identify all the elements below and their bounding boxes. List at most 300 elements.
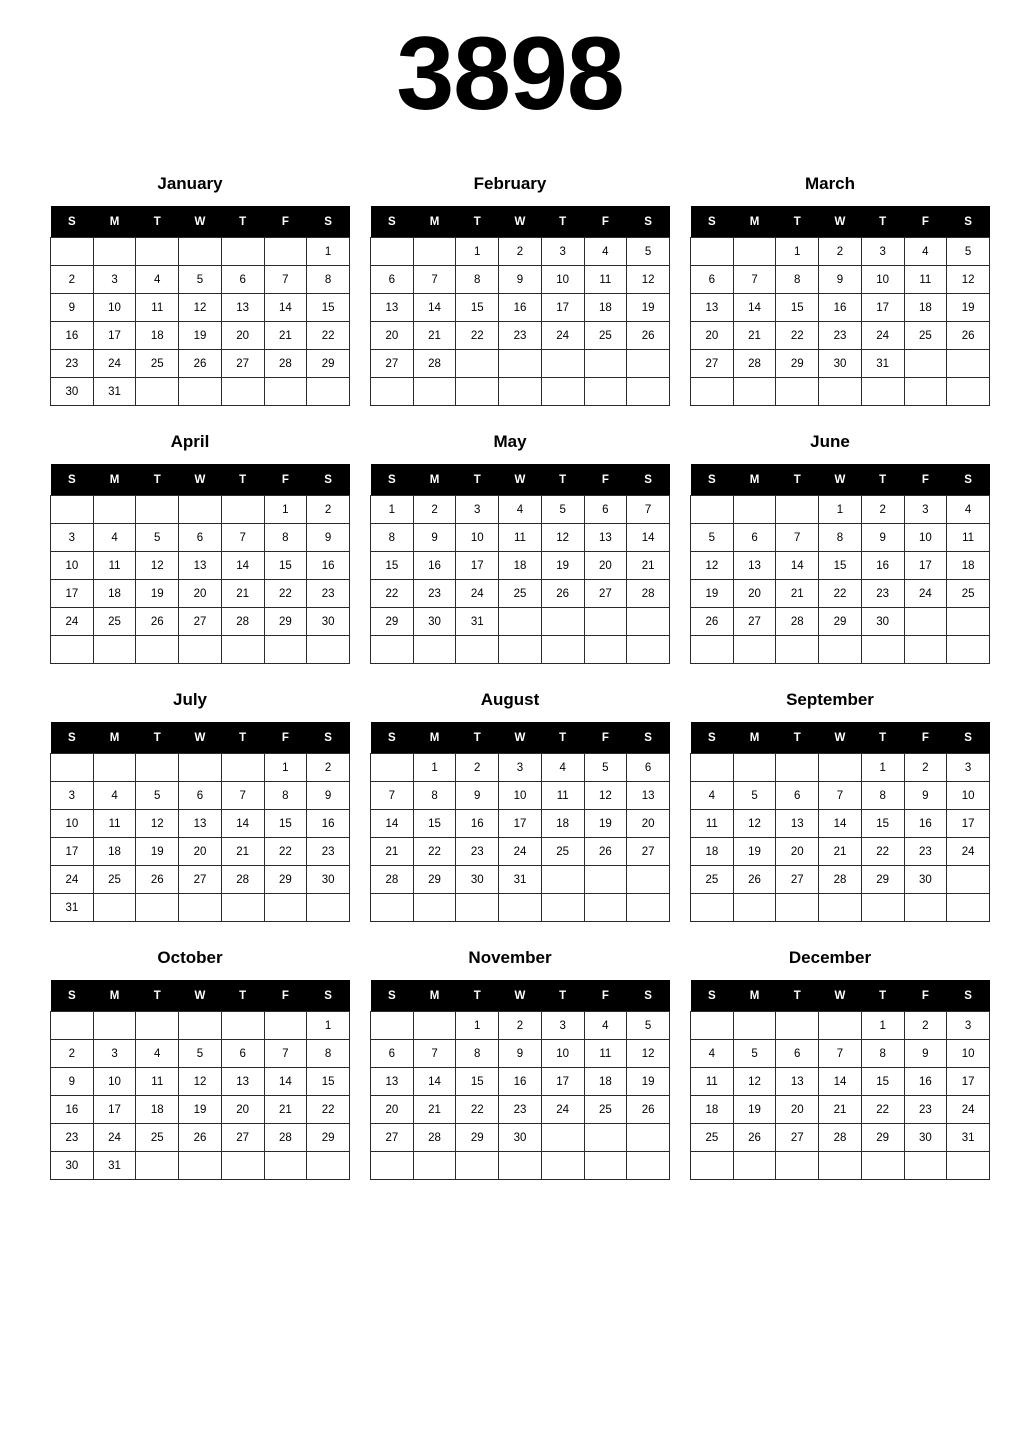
- day-cell[interactable]: 15: [456, 1068, 499, 1096]
- day-cell[interactable]: 19: [691, 580, 734, 608]
- day-cell[interactable]: 18: [541, 810, 584, 838]
- day-cell[interactable]: 28: [221, 608, 264, 636]
- day-cell[interactable]: 25: [499, 580, 542, 608]
- day-cell[interactable]: 18: [904, 294, 947, 322]
- day-cell[interactable]: 29: [861, 1124, 904, 1152]
- day-cell[interactable]: 10: [456, 524, 499, 552]
- day-cell[interactable]: 22: [819, 580, 862, 608]
- day-cell[interactable]: 1: [861, 754, 904, 782]
- day-cell[interactable]: 28: [371, 866, 414, 894]
- day-cell[interactable]: 28: [819, 1124, 862, 1152]
- day-cell[interactable]: 6: [221, 1040, 264, 1068]
- day-cell[interactable]: 24: [541, 322, 584, 350]
- day-cell[interactable]: 31: [456, 608, 499, 636]
- day-cell[interactable]: 5: [733, 1040, 776, 1068]
- day-cell[interactable]: 17: [904, 552, 947, 580]
- day-cell[interactable]: 14: [413, 1068, 456, 1096]
- day-cell[interactable]: 22: [861, 838, 904, 866]
- day-cell[interactable]: 13: [179, 552, 222, 580]
- day-cell[interactable]: 21: [413, 1096, 456, 1124]
- day-cell[interactable]: 20: [179, 838, 222, 866]
- day-cell[interactable]: 10: [93, 294, 136, 322]
- day-cell[interactable]: 24: [947, 838, 990, 866]
- day-cell[interactable]: 1: [776, 238, 819, 266]
- day-cell[interactable]: 18: [584, 1068, 627, 1096]
- day-cell[interactable]: 4: [584, 238, 627, 266]
- day-cell[interactable]: 13: [371, 1068, 414, 1096]
- day-cell[interactable]: 26: [627, 322, 670, 350]
- day-cell[interactable]: 13: [221, 1068, 264, 1096]
- day-cell[interactable]: 20: [371, 322, 414, 350]
- day-cell[interactable]: 5: [136, 782, 179, 810]
- day-cell[interactable]: 26: [179, 350, 222, 378]
- day-cell[interactable]: 18: [584, 294, 627, 322]
- day-cell[interactable]: 6: [584, 496, 627, 524]
- day-cell[interactable]: 6: [627, 754, 670, 782]
- day-cell[interactable]: 7: [413, 1040, 456, 1068]
- day-cell[interactable]: 30: [819, 350, 862, 378]
- day-cell[interactable]: 15: [819, 552, 862, 580]
- day-cell[interactable]: 30: [861, 608, 904, 636]
- day-cell[interactable]: 10: [947, 1040, 990, 1068]
- day-cell[interactable]: 1: [264, 496, 307, 524]
- day-cell[interactable]: 5: [733, 782, 776, 810]
- day-cell[interactable]: 7: [371, 782, 414, 810]
- day-cell[interactable]: 27: [627, 838, 670, 866]
- day-cell[interactable]: 1: [456, 238, 499, 266]
- day-cell[interactable]: 11: [93, 552, 136, 580]
- day-cell[interactable]: 17: [947, 1068, 990, 1096]
- day-cell[interactable]: 15: [307, 1068, 350, 1096]
- day-cell[interactable]: 16: [307, 552, 350, 580]
- day-cell[interactable]: 27: [776, 1124, 819, 1152]
- day-cell[interactable]: 3: [51, 782, 94, 810]
- day-cell[interactable]: 1: [819, 496, 862, 524]
- day-cell[interactable]: 25: [584, 322, 627, 350]
- day-cell[interactable]: 16: [413, 552, 456, 580]
- day-cell[interactable]: 9: [307, 782, 350, 810]
- day-cell[interactable]: 16: [307, 810, 350, 838]
- day-cell[interactable]: 29: [413, 866, 456, 894]
- day-cell[interactable]: 14: [733, 294, 776, 322]
- day-cell[interactable]: 21: [733, 322, 776, 350]
- day-cell[interactable]: 14: [371, 810, 414, 838]
- day-cell[interactable]: 12: [627, 266, 670, 294]
- day-cell[interactable]: 4: [136, 1040, 179, 1068]
- day-cell[interactable]: 22: [861, 1096, 904, 1124]
- day-cell[interactable]: 26: [947, 322, 990, 350]
- day-cell[interactable]: 24: [93, 350, 136, 378]
- day-cell[interactable]: 26: [179, 1124, 222, 1152]
- day-cell[interactable]: 3: [904, 496, 947, 524]
- day-cell[interactable]: 20: [627, 810, 670, 838]
- day-cell[interactable]: 2: [51, 1040, 94, 1068]
- day-cell[interactable]: 21: [264, 322, 307, 350]
- day-cell[interactable]: 2: [904, 1012, 947, 1040]
- day-cell[interactable]: 16: [51, 1096, 94, 1124]
- day-cell[interactable]: 12: [691, 552, 734, 580]
- day-cell[interactable]: 4: [584, 1012, 627, 1040]
- day-cell[interactable]: 25: [947, 580, 990, 608]
- day-cell[interactable]: 19: [136, 580, 179, 608]
- day-cell[interactable]: 8: [456, 1040, 499, 1068]
- day-cell[interactable]: 3: [93, 1040, 136, 1068]
- day-cell[interactable]: 9: [307, 524, 350, 552]
- day-cell[interactable]: 20: [221, 322, 264, 350]
- day-cell[interactable]: 5: [691, 524, 734, 552]
- day-cell[interactable]: 22: [264, 580, 307, 608]
- day-cell[interactable]: 12: [584, 782, 627, 810]
- day-cell[interactable]: 3: [947, 1012, 990, 1040]
- day-cell[interactable]: 20: [221, 1096, 264, 1124]
- day-cell[interactable]: 2: [499, 1012, 542, 1040]
- day-cell[interactable]: 16: [51, 322, 94, 350]
- day-cell[interactable]: 7: [819, 782, 862, 810]
- day-cell[interactable]: 9: [51, 294, 94, 322]
- day-cell[interactable]: 12: [179, 294, 222, 322]
- day-cell[interactable]: 19: [179, 1096, 222, 1124]
- day-cell[interactable]: 27: [179, 608, 222, 636]
- day-cell[interactable]: 30: [499, 1124, 542, 1152]
- day-cell[interactable]: 25: [93, 866, 136, 894]
- day-cell[interactable]: 31: [51, 894, 94, 922]
- day-cell[interactable]: 19: [627, 1068, 670, 1096]
- day-cell[interactable]: 23: [861, 580, 904, 608]
- day-cell[interactable]: 14: [264, 294, 307, 322]
- day-cell[interactable]: 26: [733, 1124, 776, 1152]
- day-cell[interactable]: 30: [904, 866, 947, 894]
- day-cell[interactable]: 25: [691, 1124, 734, 1152]
- day-cell[interactable]: 5: [947, 238, 990, 266]
- day-cell[interactable]: 1: [264, 754, 307, 782]
- day-cell[interactable]: 25: [136, 1124, 179, 1152]
- day-cell[interactable]: 29: [861, 866, 904, 894]
- day-cell[interactable]: 5: [584, 754, 627, 782]
- day-cell[interactable]: 11: [904, 266, 947, 294]
- day-cell[interactable]: 8: [371, 524, 414, 552]
- day-cell[interactable]: 20: [776, 838, 819, 866]
- day-cell[interactable]: 29: [264, 866, 307, 894]
- day-cell[interactable]: 5: [541, 496, 584, 524]
- day-cell[interactable]: 28: [413, 1124, 456, 1152]
- day-cell[interactable]: 21: [371, 838, 414, 866]
- day-cell[interactable]: 21: [819, 1096, 862, 1124]
- day-cell[interactable]: 4: [499, 496, 542, 524]
- day-cell[interactable]: 3: [93, 266, 136, 294]
- day-cell[interactable]: 13: [733, 552, 776, 580]
- day-cell[interactable]: 14: [819, 1068, 862, 1096]
- day-cell[interactable]: 7: [776, 524, 819, 552]
- day-cell[interactable]: 6: [371, 266, 414, 294]
- day-cell[interactable]: 11: [499, 524, 542, 552]
- day-cell[interactable]: 17: [541, 294, 584, 322]
- day-cell[interactable]: 15: [307, 294, 350, 322]
- day-cell[interactable]: 4: [136, 266, 179, 294]
- day-cell[interactable]: 8: [861, 782, 904, 810]
- day-cell[interactable]: 23: [499, 1096, 542, 1124]
- day-cell[interactable]: 24: [93, 1124, 136, 1152]
- day-cell[interactable]: 28: [733, 350, 776, 378]
- day-cell[interactable]: 28: [413, 350, 456, 378]
- day-cell[interactable]: 8: [776, 266, 819, 294]
- day-cell[interactable]: 8: [456, 266, 499, 294]
- day-cell[interactable]: 9: [499, 1040, 542, 1068]
- day-cell[interactable]: 17: [93, 1096, 136, 1124]
- day-cell[interactable]: 1: [456, 1012, 499, 1040]
- day-cell[interactable]: 20: [584, 552, 627, 580]
- day-cell[interactable]: 1: [307, 238, 350, 266]
- day-cell[interactable]: 17: [947, 810, 990, 838]
- day-cell[interactable]: 23: [456, 838, 499, 866]
- day-cell[interactable]: 30: [413, 608, 456, 636]
- day-cell[interactable]: 9: [904, 1040, 947, 1068]
- day-cell[interactable]: 14: [221, 552, 264, 580]
- day-cell[interactable]: 26: [691, 608, 734, 636]
- day-cell[interactable]: 11: [136, 1068, 179, 1096]
- day-cell[interactable]: 18: [691, 1096, 734, 1124]
- day-cell[interactable]: 31: [499, 866, 542, 894]
- day-cell[interactable]: 4: [691, 782, 734, 810]
- day-cell[interactable]: 5: [627, 238, 670, 266]
- day-cell[interactable]: 1: [371, 496, 414, 524]
- day-cell[interactable]: 15: [264, 810, 307, 838]
- day-cell[interactable]: 20: [733, 580, 776, 608]
- day-cell[interactable]: 15: [264, 552, 307, 580]
- day-cell[interactable]: 8: [307, 1040, 350, 1068]
- day-cell[interactable]: 13: [776, 810, 819, 838]
- day-cell[interactable]: 25: [691, 866, 734, 894]
- day-cell[interactable]: 17: [93, 322, 136, 350]
- day-cell[interactable]: 11: [584, 266, 627, 294]
- day-cell[interactable]: 6: [179, 782, 222, 810]
- day-cell[interactable]: 12: [179, 1068, 222, 1096]
- day-cell[interactable]: 19: [584, 810, 627, 838]
- day-cell[interactable]: 21: [221, 838, 264, 866]
- day-cell[interactable]: 10: [93, 1068, 136, 1096]
- day-cell[interactable]: 29: [264, 608, 307, 636]
- day-cell[interactable]: 24: [947, 1096, 990, 1124]
- day-cell[interactable]: 28: [776, 608, 819, 636]
- day-cell[interactable]: 9: [413, 524, 456, 552]
- day-cell[interactable]: 2: [51, 266, 94, 294]
- day-cell[interactable]: 4: [93, 524, 136, 552]
- day-cell[interactable]: 20: [371, 1096, 414, 1124]
- day-cell[interactable]: 31: [93, 378, 136, 406]
- day-cell[interactable]: 5: [136, 524, 179, 552]
- day-cell[interactable]: 6: [179, 524, 222, 552]
- day-cell[interactable]: 20: [691, 322, 734, 350]
- day-cell[interactable]: 30: [307, 608, 350, 636]
- day-cell[interactable]: 14: [413, 294, 456, 322]
- day-cell[interactable]: 13: [179, 810, 222, 838]
- day-cell[interactable]: 29: [307, 350, 350, 378]
- day-cell[interactable]: 5: [627, 1012, 670, 1040]
- day-cell[interactable]: 28: [264, 1124, 307, 1152]
- day-cell[interactable]: 9: [51, 1068, 94, 1096]
- day-cell[interactable]: 22: [776, 322, 819, 350]
- day-cell[interactable]: 29: [776, 350, 819, 378]
- day-cell[interactable]: 9: [819, 266, 862, 294]
- day-cell[interactable]: 1: [861, 1012, 904, 1040]
- day-cell[interactable]: 3: [499, 754, 542, 782]
- day-cell[interactable]: 22: [456, 322, 499, 350]
- day-cell[interactable]: 6: [776, 1040, 819, 1068]
- day-cell[interactable]: 27: [584, 580, 627, 608]
- day-cell[interactable]: 17: [499, 810, 542, 838]
- day-cell[interactable]: 5: [179, 266, 222, 294]
- day-cell[interactable]: 23: [819, 322, 862, 350]
- day-cell[interactable]: 10: [947, 782, 990, 810]
- day-cell[interactable]: 17: [51, 838, 94, 866]
- day-cell[interactable]: 8: [307, 266, 350, 294]
- day-cell[interactable]: 18: [136, 1096, 179, 1124]
- day-cell[interactable]: 10: [51, 552, 94, 580]
- day-cell[interactable]: 10: [499, 782, 542, 810]
- day-cell[interactable]: 11: [947, 524, 990, 552]
- day-cell[interactable]: 27: [221, 1124, 264, 1152]
- day-cell[interactable]: 12: [541, 524, 584, 552]
- day-cell[interactable]: 13: [584, 524, 627, 552]
- day-cell[interactable]: 18: [136, 322, 179, 350]
- day-cell[interactable]: 29: [819, 608, 862, 636]
- day-cell[interactable]: 4: [93, 782, 136, 810]
- day-cell[interactable]: 17: [51, 580, 94, 608]
- day-cell[interactable]: 29: [456, 1124, 499, 1152]
- day-cell[interactable]: 16: [499, 1068, 542, 1096]
- day-cell[interactable]: 2: [307, 754, 350, 782]
- day-cell[interactable]: 2: [861, 496, 904, 524]
- day-cell[interactable]: 23: [904, 838, 947, 866]
- day-cell[interactable]: 22: [456, 1096, 499, 1124]
- day-cell[interactable]: 14: [776, 552, 819, 580]
- day-cell[interactable]: 6: [221, 266, 264, 294]
- day-cell[interactable]: 30: [51, 1152, 94, 1180]
- day-cell[interactable]: 1: [413, 754, 456, 782]
- day-cell[interactable]: 27: [179, 866, 222, 894]
- day-cell[interactable]: 19: [947, 294, 990, 322]
- day-cell[interactable]: 3: [51, 524, 94, 552]
- day-cell[interactable]: 14: [819, 810, 862, 838]
- day-cell[interactable]: 3: [541, 1012, 584, 1040]
- day-cell[interactable]: 16: [819, 294, 862, 322]
- day-cell[interactable]: 11: [584, 1040, 627, 1068]
- day-cell[interactable]: 7: [627, 496, 670, 524]
- day-cell[interactable]: 30: [904, 1124, 947, 1152]
- day-cell[interactable]: 13: [221, 294, 264, 322]
- day-cell[interactable]: 21: [221, 580, 264, 608]
- day-cell[interactable]: 25: [93, 608, 136, 636]
- day-cell[interactable]: 2: [456, 754, 499, 782]
- day-cell[interactable]: 12: [136, 810, 179, 838]
- day-cell[interactable]: 30: [456, 866, 499, 894]
- day-cell[interactable]: 9: [904, 782, 947, 810]
- day-cell[interactable]: 28: [264, 350, 307, 378]
- day-cell[interactable]: 14: [221, 810, 264, 838]
- day-cell[interactable]: 23: [51, 1124, 94, 1152]
- day-cell[interactable]: 5: [179, 1040, 222, 1068]
- day-cell[interactable]: 3: [541, 238, 584, 266]
- day-cell[interactable]: 27: [371, 350, 414, 378]
- day-cell[interactable]: 18: [93, 580, 136, 608]
- day-cell[interactable]: 18: [93, 838, 136, 866]
- day-cell[interactable]: 27: [733, 608, 776, 636]
- day-cell[interactable]: 3: [456, 496, 499, 524]
- day-cell[interactable]: 9: [499, 266, 542, 294]
- day-cell[interactable]: 9: [456, 782, 499, 810]
- day-cell[interactable]: 21: [776, 580, 819, 608]
- day-cell[interactable]: 8: [264, 524, 307, 552]
- day-cell[interactable]: 2: [413, 496, 456, 524]
- day-cell[interactable]: 30: [51, 378, 94, 406]
- day-cell[interactable]: 15: [861, 810, 904, 838]
- day-cell[interactable]: 12: [136, 552, 179, 580]
- day-cell[interactable]: 2: [499, 238, 542, 266]
- day-cell[interactable]: 31: [861, 350, 904, 378]
- day-cell[interactable]: 7: [221, 524, 264, 552]
- day-cell[interactable]: 26: [733, 866, 776, 894]
- day-cell[interactable]: 17: [541, 1068, 584, 1096]
- day-cell[interactable]: 24: [51, 608, 94, 636]
- day-cell[interactable]: 19: [627, 294, 670, 322]
- day-cell[interactable]: 15: [413, 810, 456, 838]
- day-cell[interactable]: 27: [221, 350, 264, 378]
- day-cell[interactable]: 17: [861, 294, 904, 322]
- day-cell[interactable]: 2: [819, 238, 862, 266]
- day-cell[interactable]: 21: [264, 1096, 307, 1124]
- day-cell[interactable]: 7: [819, 1040, 862, 1068]
- day-cell[interactable]: 12: [733, 1068, 776, 1096]
- day-cell[interactable]: 25: [904, 322, 947, 350]
- day-cell[interactable]: 26: [584, 838, 627, 866]
- day-cell[interactable]: 7: [733, 266, 776, 294]
- day-cell[interactable]: 11: [691, 1068, 734, 1096]
- day-cell[interactable]: 24: [51, 866, 94, 894]
- day-cell[interactable]: 14: [264, 1068, 307, 1096]
- day-cell[interactable]: 7: [221, 782, 264, 810]
- day-cell[interactable]: 22: [371, 580, 414, 608]
- day-cell[interactable]: 1: [307, 1012, 350, 1040]
- day-cell[interactable]: 27: [371, 1124, 414, 1152]
- day-cell[interactable]: 22: [264, 838, 307, 866]
- day-cell[interactable]: 13: [627, 782, 670, 810]
- day-cell[interactable]: 28: [627, 580, 670, 608]
- day-cell[interactable]: 31: [947, 1124, 990, 1152]
- day-cell[interactable]: 29: [371, 608, 414, 636]
- day-cell[interactable]: 23: [904, 1096, 947, 1124]
- day-cell[interactable]: 22: [413, 838, 456, 866]
- day-cell[interactable]: 25: [136, 350, 179, 378]
- day-cell[interactable]: 26: [541, 580, 584, 608]
- day-cell[interactable]: 11: [93, 810, 136, 838]
- day-cell[interactable]: 19: [541, 552, 584, 580]
- day-cell[interactable]: 24: [456, 580, 499, 608]
- day-cell[interactable]: 2: [904, 754, 947, 782]
- day-cell[interactable]: 6: [691, 266, 734, 294]
- day-cell[interactable]: 31: [93, 1152, 136, 1180]
- day-cell[interactable]: 19: [136, 838, 179, 866]
- day-cell[interactable]: 3: [947, 754, 990, 782]
- day-cell[interactable]: 11: [136, 294, 179, 322]
- day-cell[interactable]: 25: [541, 838, 584, 866]
- day-cell[interactable]: 23: [499, 322, 542, 350]
- day-cell[interactable]: 27: [776, 866, 819, 894]
- day-cell[interactable]: 11: [691, 810, 734, 838]
- day-cell[interactable]: 6: [371, 1040, 414, 1068]
- day-cell[interactable]: 9: [861, 524, 904, 552]
- day-cell[interactable]: 7: [264, 1040, 307, 1068]
- day-cell[interactable]: 19: [179, 322, 222, 350]
- day-cell[interactable]: 19: [733, 838, 776, 866]
